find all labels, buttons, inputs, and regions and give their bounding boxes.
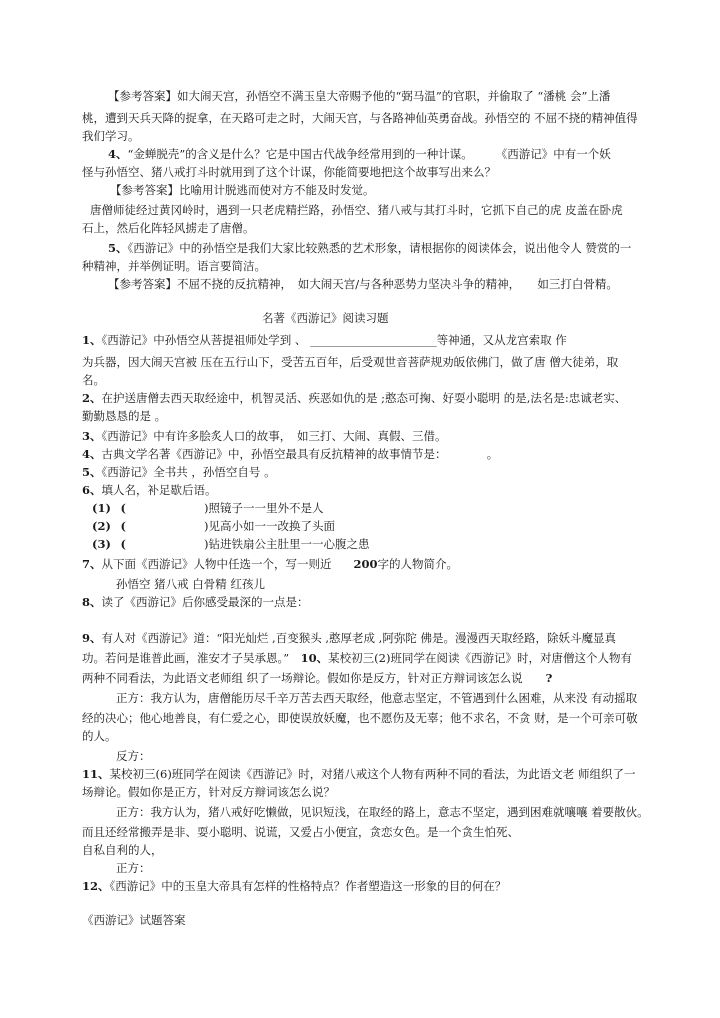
- question-11: [82, 766, 635, 782]
- answer-5-line-1: 【参考答案】不屈不挠的反抗精神， 如大闹天宫/与各种恶势力坚决斗争的精神， 如三打白骨精。: [108, 277, 618, 291]
- question-10-pro-line-2: 经的决心；他心地善良，有仁爱之心，即使误放妖魔，也不愿伤及无辜；他不求名，不贪 财，是一个可亲可敬: [82, 711, 638, 725]
- question-9-line-2: 功。若问是谁普此画，淮安才子吴承恩。”: [82, 651, 301, 665]
- question-7-line-1b: 字的人物简介。: [377, 557, 459, 571]
- question-6-item-3: [92, 536, 370, 552]
- question-7-bold-count: 200: [353, 557, 378, 571]
- question-9-number: 9、: [82, 631, 102, 645]
- answers-heading: 《西游记》试题答案: [82, 913, 186, 927]
- answer-3-line-3: 我们学习。: [82, 129, 140, 143]
- question-11-con-line-3: 自私自利的人，: [82, 843, 163, 857]
- question-2: [82, 390, 626, 406]
- question-5-lit-line-1: 《西游记》全书共 ，孙悟空自号 。: [101, 465, 276, 479]
- item-2-paren: (: [120, 519, 126, 533]
- answer-3-line-2: 桃，遭到天兵天降的捉拿，在天路可走之时，大闹天宫，与各路神仙英勇奋战。孙悟空的 不屈不挠的精神值得: [82, 111, 638, 125]
- question-7-line-2: 孙悟空 猪八戒 白骨精 红孩儿: [116, 577, 265, 591]
- question-10-line-2: [82, 670, 552, 686]
- question-4-lit-line-1: 古典文学名著《西游记》中，孙悟空最具有反抗精神的故事情节是： 。: [101, 447, 499, 461]
- question-5-lit: [82, 464, 276, 480]
- item-3-number: (3): [92, 537, 111, 551]
- question-10-number: 10、: [300, 651, 329, 665]
- question-4: [108, 146, 611, 162]
- item-1-paren: (: [120, 501, 126, 515]
- question-2-line-1: 在护送唐僧去西天取经途中，机智灵活、疾恶如仇的是 ;憨态可掬、好耍小聪明 的是,法名是:忠诚老实、: [101, 391, 627, 405]
- question-4-line-2: 怪与孙悟空、猪八戒打斗时就用到了这个计谋，你能简要地把这个故事写出来么？: [82, 165, 496, 179]
- answer-3-line-1: 【参考答案】如大闹天宫，孙悟空不满玉皇大帝赐予他的“弼马温”的官职，并偷取了 “潘桃 会”上潘: [108, 89, 611, 103]
- question-4-lit-number: 4、: [82, 447, 102, 461]
- answer-4-line-1: 【参考答案】比喻用计脱逃而使对方不能及时发觉。: [110, 183, 375, 197]
- question-7-line-1a: 从下面《西游记》人物中任选一个，写一则近: [101, 557, 332, 571]
- question-11-line-2: 场辩论。假如你是正方，针对反方辩词该怎么说？: [82, 785, 335, 799]
- question-2-number: 2、: [82, 391, 102, 405]
- item-2-number: (2): [92, 519, 111, 533]
- question-3-number: 3、: [82, 429, 102, 443]
- question-4-number: 4、: [108, 147, 128, 161]
- question-3-line-1: 《西游记》中有许多脍炙人口的故事， 如三打、大闹、真假、三借。: [101, 429, 447, 443]
- item-1-number: (1): [92, 501, 111, 515]
- question-3: [82, 428, 447, 444]
- question-10-line-1: 某校初三(2)班同学在阅读《西游记》时，对唐僧这个人物有: [328, 651, 632, 665]
- question-9-line-1: 有人对《西游记》道：“阳光灿烂 ,百变猴头 ,憨厚老成 ,阿弥陀 佛是。漫漫西天取经路，除妖斗魔显真: [101, 631, 616, 645]
- question-10-con-label: 反方：: [116, 749, 151, 763]
- section-title: 名著《西游记》阅读习题: [262, 311, 389, 325]
- question-11-line-1: 某校初三(6)班同学在阅读《西游记》时，对猪八戒这个人物有两种不同的看法，为此语文老 师组织了一: [109, 767, 636, 781]
- question-6: [82, 482, 217, 498]
- question-10-mark: ?: [545, 671, 553, 685]
- item-3-paren: (: [120, 537, 126, 551]
- question-8: [82, 594, 309, 610]
- question-9-10-line: [82, 650, 632, 666]
- question-4-lit: [82, 446, 498, 462]
- question-12-line-1: 《西游记》中的玉皇大帝具有怎样的性格特点？作者塑造这一形象的目的何在？: [109, 879, 507, 893]
- question-5: [108, 240, 631, 256]
- question-6-line-1: 填人名，补足歇后语。: [101, 483, 217, 497]
- question-9: [82, 630, 616, 646]
- question-7: [82, 556, 458, 572]
- question-6-item-1: [92, 500, 324, 516]
- question-5-line-1: 《西游记》中的孙悟空是我们大家比较熟悉的艺术形象，请根据你的阅读体会，说出他令人 赞赏的一: [127, 241, 632, 255]
- item-3-text: )钻进铁扇公主肚里一一心腹之患: [204, 537, 370, 551]
- question-7-number: 7、: [82, 557, 102, 571]
- question-2-line-2: 勤勤恳恳的是 。: [82, 409, 167, 423]
- question-10-line-2-text: 两种不同看法，为此语文老师组 织了一场辩论。假如你是反方，针对正方辩词该怎么说: [82, 671, 546, 685]
- question-6-item-2: [92, 518, 335, 534]
- question-1: [82, 332, 567, 348]
- question-10-pro-line-1: 正方：我方认为，唐僧能历尽千辛万苦去西天取经，他意志坚定，不管遇到什么困难，从来没 有动摇取: [116, 691, 638, 705]
- answer-4-line-2: 唐僧师徒经过黄冈岭时，遇到一只老虎精拦路，孙悟空、猪八戒与其打斗时，它抓下自己的虎 皮盖在卧虎: [90, 203, 623, 217]
- question-11-number: 11、: [82, 767, 110, 781]
- question-12: [82, 878, 506, 894]
- question-4-line-1: “金蝉脱壳”的含义是什么？它是中国古代战争经常用到的一种计谋。 《西游记》中有一个妖: [127, 147, 611, 161]
- question-1-number: 1、: [82, 333, 102, 347]
- item-1-text: )照镜子一一里外不是人: [204, 501, 324, 515]
- question-6-number: 6、: [82, 483, 102, 497]
- question-12-number: 12、: [82, 879, 110, 893]
- question-8-number: 8、: [82, 595, 102, 609]
- question-11-pro-label: 正方：: [116, 861, 151, 875]
- question-11-con-line-2: 而且还经常搬弄是非、耍小聪明、说谎，又爱占小便宜，贪恋女色。是一个贪生怕死、: [82, 825, 519, 839]
- question-1-line-1: 《西游记》中孙悟空从菩提祖师处学到 、 ______________________等神通，又从龙宫索取 作: [101, 333, 567, 347]
- question-1-line-2: 为兵器，因大闹天宫被 压在五行山下，受苦五百年，后受观世音菩萨规劝皈依佛门，做了唐 僧大徒弟，取: [82, 355, 619, 369]
- question-10-pro-line-3: 的人。: [82, 729, 117, 743]
- question-5-line-2: 种精神，并举例证明。语言要简洁。: [82, 259, 266, 273]
- question-5-number: 5、: [108, 241, 128, 255]
- question-1-line-3: 名。: [82, 373, 105, 387]
- answer-4-line-3: 石上，然后化阵轻风掳走了唐僧。: [82, 221, 255, 235]
- item-2-text: )见高小如一一改换了头面: [204, 519, 335, 533]
- question-5-lit-number: 5、: [82, 465, 102, 479]
- question-11-con-line-1: 正方：我方认为，猪八戒好吃懒做，见识短浅，在取经的路上，意志不坚定，遇到困难就嚷嚷 着要散伙。: [116, 805, 649, 819]
- question-8-line-1: 读了《西游记》后你感受最深的一点是：: [101, 595, 309, 609]
